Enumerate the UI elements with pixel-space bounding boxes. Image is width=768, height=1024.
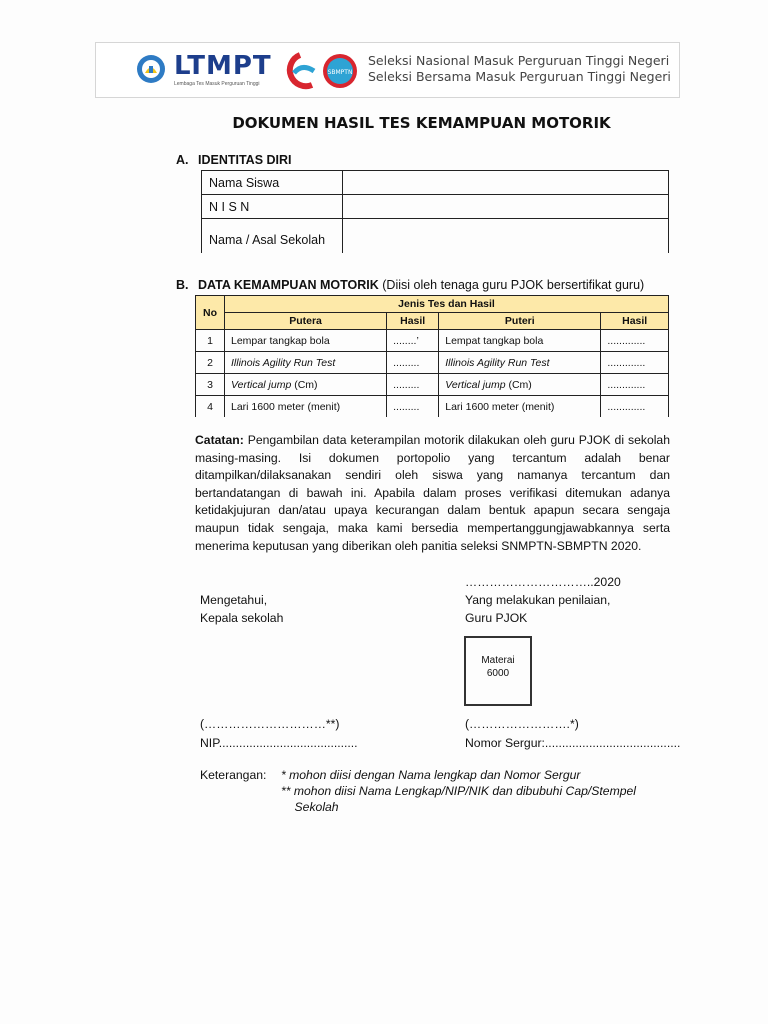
identity-row bbox=[202, 171, 669, 195]
header-putera: Putera bbox=[225, 313, 387, 330]
header-banner bbox=[95, 42, 680, 98]
test-putera-unit: (Cm) bbox=[291, 378, 318, 391]
result-puteri[interactable]: ............. bbox=[601, 396, 669, 418]
table-subheader-row bbox=[196, 313, 669, 330]
test-puteri: Lempat tangkap bola bbox=[439, 330, 601, 352]
section-b-note: (Diisi oleh tenaga guru PJOK bersertifikat guru) bbox=[378, 278, 645, 292]
test-putera: Lari 1600 meter (menit) bbox=[225, 396, 387, 418]
materai-stamp-box bbox=[464, 636, 532, 706]
table-row bbox=[196, 330, 669, 352]
header-hasil-puteri: Hasil bbox=[601, 313, 669, 330]
catatan-paragraph bbox=[195, 432, 670, 555]
banner-line-snmptn: Seleksi Nasional Masuk Perguruan Tinggi Negeri bbox=[368, 53, 670, 68]
identity-row bbox=[202, 195, 669, 219]
header-no: No bbox=[196, 296, 225, 330]
banner-line-sbmptn: Seleksi Bersama Masuk Perguruan Tinggi Negeri bbox=[368, 69, 671, 84]
keterangan-label: Keterangan: bbox=[200, 768, 267, 782]
row-number: 1 bbox=[196, 330, 225, 352]
snmptn-sbmptn-logo-icon bbox=[284, 49, 360, 91]
signature-right-assessor: Yang melakukan penilaian, bbox=[465, 593, 611, 607]
section-b-title: DATA KEMAMPUAN MOTORIK bbox=[198, 278, 379, 292]
table-row bbox=[196, 374, 669, 396]
result-putera[interactable]: ......... bbox=[387, 352, 439, 374]
header-puteri: Puteri bbox=[439, 313, 601, 330]
row-number: 3 bbox=[196, 374, 225, 396]
result-puteri[interactable]: ............. bbox=[601, 374, 669, 396]
signature-left-nip[interactable]: NIP......................................... bbox=[200, 736, 358, 750]
ltmpt-logo-text: LTMPT bbox=[174, 51, 272, 81]
result-putera[interactable]: ........’ bbox=[387, 330, 439, 352]
signature-right-name[interactable]: (…………………….*) bbox=[465, 717, 579, 731]
identity-value-nisn[interactable] bbox=[343, 195, 669, 219]
test-puteri bbox=[439, 374, 601, 396]
identity-label-nama-siswa: Nama Siswa bbox=[202, 171, 343, 195]
signature-date: …………………………..2020 bbox=[465, 575, 621, 589]
test-putera: Lempar tangkap bola bbox=[225, 330, 387, 352]
tut-wuri-handayani-logo-icon bbox=[136, 54, 166, 84]
test-puteri-unit: (Cm) bbox=[505, 378, 532, 391]
materai-label: Materai bbox=[481, 655, 515, 666]
row-number: 2 bbox=[196, 352, 225, 374]
header-hasil-putera: Hasil bbox=[387, 313, 439, 330]
test-puteri: Illinois Agility Run Test bbox=[439, 352, 601, 374]
test-putera: Illinois Agility Run Test bbox=[225, 352, 387, 374]
catatan-text: Pengambilan data keterampilan motorik dilakukan oleh guru PJOK di sekolah masing-masing. Isi dokumen portopolio yang tercantum adalah benar ditampilkan/dilaksanakan sendiri oleh siswa yang namanya tercantum dan bertandatangan di bawah ini. Apabila dalam proses verifikasi ditemukan adanya ketidakjujuran dan/atau upaya kecurangan dalam bentuk apapun secara sengaja maupun tidak sengaja, maka kami bersedia mempertanggungjawabkannya serta menerima keputusan yang diberikan oleh panitia seleksi SNMPTN-SBMPTN 2020. bbox=[195, 433, 670, 553]
identity-table bbox=[201, 170, 669, 253]
table-header-row bbox=[196, 296, 669, 313]
table-row bbox=[196, 396, 669, 418]
signature-right-sergur[interactable]: Nomor Sergur:........................................ bbox=[465, 736, 681, 750]
section-a-heading bbox=[176, 153, 292, 167]
identity-row bbox=[202, 219, 669, 254]
signature-left-role: Kepala sekolah bbox=[200, 611, 284, 625]
identity-label-asal-sekolah: Nama / Asal Sekolah bbox=[202, 219, 343, 254]
result-puteri[interactable]: ............. bbox=[601, 330, 669, 352]
test-puteri: Lari 1600 meter (menit) bbox=[439, 396, 601, 418]
catatan-label: Catatan: bbox=[195, 433, 244, 447]
test-puteri-italic: Vertical jump bbox=[445, 378, 506, 391]
section-a-number: A. bbox=[176, 153, 189, 167]
motor-skill-table bbox=[195, 295, 669, 417]
result-putera[interactable]: ......... bbox=[387, 396, 439, 418]
test-putera bbox=[225, 374, 387, 396]
section-b-heading bbox=[176, 278, 644, 292]
result-putera[interactable]: ......... bbox=[387, 374, 439, 396]
signature-left-name[interactable]: (…………………………**) bbox=[200, 717, 340, 731]
signature-left-mengetahui: Mengetahui, bbox=[200, 593, 268, 607]
document-title: DOKUMEN HASIL TES KEMAMPUAN MOTORIK bbox=[232, 114, 611, 132]
section-b-number: B. bbox=[176, 278, 189, 292]
header-jenis-tes: Jenis Tes dan Hasil bbox=[225, 296, 669, 313]
section-a-title: IDENTITAS DIRI bbox=[198, 153, 292, 167]
result-puteri[interactable]: ............. bbox=[601, 352, 669, 374]
signature-right-role: Guru PJOK bbox=[465, 611, 528, 625]
keterangan-note-2: ** mohon diisi Nama Lengkap/NIP/NIK dan dibubuhi Cap/Stempel bbox=[281, 784, 636, 798]
table-row bbox=[196, 352, 669, 374]
materai-value: 6000 bbox=[486, 668, 510, 679]
identity-label-nisn: N I S N bbox=[202, 195, 343, 219]
snmptn-logo-text: SBMPTN bbox=[327, 69, 353, 76]
ltmpt-subtitle: Lembaga Tes Masuk Perguruan Tinggi bbox=[174, 81, 260, 87]
keterangan-note-3: Sekolah bbox=[281, 800, 339, 814]
identity-value-nama-siswa[interactable] bbox=[343, 171, 669, 195]
identity-value-asal-sekolah[interactable] bbox=[343, 219, 669, 254]
row-number: 4 bbox=[196, 396, 225, 418]
test-putera-italic: Vertical jump bbox=[231, 378, 292, 391]
keterangan-note-1: * mohon diisi dengan Nama lengkap dan Nomor Sergur bbox=[281, 768, 581, 782]
